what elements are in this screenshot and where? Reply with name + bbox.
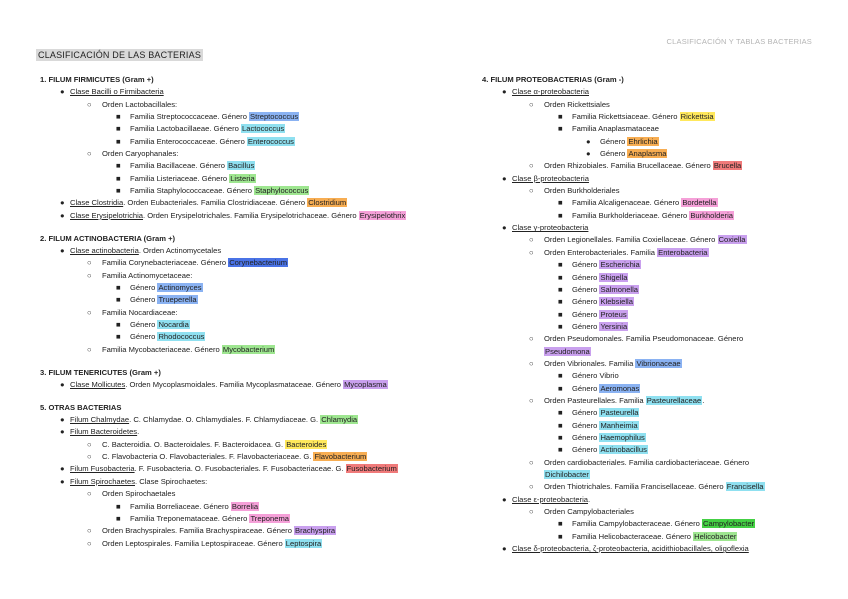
outline-item — [40, 513, 470, 525]
item-text: Género — [572, 321, 600, 331]
genus-highlight: Anaplasma — [628, 149, 667, 159]
item-text: Orden Enterobacteriales. Familia — [544, 247, 658, 257]
genus-highlight: Trueperella — [158, 295, 197, 305]
genus-highlight: Listeria — [230, 173, 255, 183]
outline-item — [40, 245, 470, 257]
item-text: Familia Bacillaceae. Género — [130, 161, 228, 171]
item-text: Género — [130, 283, 158, 292]
outline-item — [482, 185, 828, 197]
item-text: 2. FILUM ACTINOBACTERIA (Gram +) — [40, 233, 176, 243]
genus-highlight: Enterobacteria — [658, 247, 708, 257]
bullet-icon: ○ — [529, 395, 534, 405]
outline-item — [482, 222, 828, 234]
genus-highlight: Borrelia — [231, 501, 259, 511]
outline-item — [482, 370, 828, 382]
item-text: Familia Rickettsiaceae. Género — [572, 112, 680, 122]
outline-item — [40, 99, 470, 111]
item-text: Género — [130, 295, 158, 305]
outline-item — [40, 257, 470, 269]
item-text: 4. FILUM PROTEOBACTERIAS (Gram -) — [482, 75, 624, 84]
class-name: Clase α-proteobacteria — [512, 87, 589, 97]
section-heading — [40, 367, 470, 379]
genus-highlight: Pseudomona — [545, 346, 590, 356]
item-text: Género — [572, 309, 600, 319]
bullet-icon: ■ — [116, 124, 121, 134]
bullet-icon: ○ — [87, 439, 92, 449]
genus-highlight: Ehrlichia — [628, 136, 658, 146]
item-text: . — [137, 427, 140, 437]
outline-item — [482, 407, 828, 419]
outline-item — [40, 463, 470, 475]
bullet-icon: ○ — [529, 99, 534, 109]
item-text: Género — [572, 432, 600, 442]
genus-highlight: Flavobacterium — [314, 452, 367, 462]
genus-highlight: Treponema — [250, 513, 290, 523]
item-text: Orden Burkholderiales — [544, 186, 620, 196]
bullet-icon: ■ — [558, 519, 563, 529]
item-text: Orden Leptospirales. Familia Leptospiraceae. Género — [102, 538, 285, 548]
bullet-icon: ○ — [87, 538, 92, 548]
outline-item — [482, 395, 828, 407]
class-name: Clase ε-proteobacteria — [512, 494, 588, 504]
section-spacer — [40, 222, 470, 233]
outline-item — [482, 506, 828, 518]
outline-item — [40, 344, 470, 356]
outline-item — [482, 247, 828, 259]
item-text: Familia Burkholderiaceae. Género — [572, 210, 690, 220]
item-text: Orden Brachyspirales. Familia Brachyspiraceae. Género — [102, 526, 295, 536]
outline-item — [40, 426, 470, 438]
outline-item — [40, 307, 470, 319]
genus-highlight: Burkholderia — [690, 210, 733, 220]
item-text: Género — [130, 320, 158, 330]
outline-item — [482, 481, 828, 493]
item-text: Familia Helicobacteraceae. Género — [572, 531, 694, 541]
bullet-icon: ● — [502, 223, 507, 233]
item-text: Género Vibrio — [572, 371, 619, 381]
item-text: Género — [600, 149, 628, 159]
bullet-icon: ■ — [558, 284, 563, 294]
class-name: Clase actinobacteria — [70, 245, 139, 255]
genus-highlight: Aeromonas — [600, 383, 640, 393]
outline-item — [40, 123, 470, 135]
bullet-icon: ■ — [116, 320, 121, 330]
bullet-icon: ○ — [529, 358, 534, 368]
item-text: Familia Staphylococcaceae. Género — [130, 186, 255, 196]
outline-item — [482, 531, 828, 543]
genus-highlight: Streptococcus — [250, 112, 299, 122]
item-text: Orden Thiotrichales. Familia Francisellaceae. Género — [544, 482, 726, 492]
bullet-icon: ■ — [558, 321, 563, 331]
outline-item — [482, 346, 828, 358]
genus-highlight: Shigella — [600, 272, 628, 282]
bullet-icon: ○ — [529, 457, 534, 467]
bullet-icon: ■ — [558, 260, 563, 270]
outline-item — [482, 358, 828, 370]
bullet-icon: ● — [60, 415, 65, 425]
genus-highlight: Actinobacillus — [600, 445, 647, 455]
item-text: Familia Streptococcaceae. Género — [130, 112, 250, 122]
item-text: Familia Treponemataceae. Género — [130, 513, 250, 523]
bullet-icon: ● — [60, 427, 65, 437]
outline-item — [482, 296, 828, 308]
item-text: . Orden Mycoplasmoidales. Familia Mycoplasmataceae. Género — [125, 379, 344, 389]
bullet-icon: ● — [60, 379, 65, 389]
bullet-icon: ■ — [558, 408, 563, 418]
item-text: Orden Rickettsiales — [544, 99, 610, 109]
genus-highlight: Proteus — [600, 309, 627, 319]
outline-item — [40, 525, 470, 537]
genus-highlight: Helicobacter — [694, 531, 737, 541]
bullet-icon: ■ — [116, 501, 121, 511]
genus-highlight: Pasteurella — [600, 408, 639, 418]
item-text: 3. FILUM TENERICUTES (Gram +) — [40, 367, 161, 377]
bullet-icon: ■ — [558, 420, 563, 430]
genus-highlight: Bacteroides — [286, 439, 327, 449]
bullet-icon: ■ — [116, 173, 121, 183]
bullet-icon: ■ — [558, 432, 563, 442]
outline-item — [40, 331, 470, 343]
outline-item — [482, 383, 828, 395]
bullet-icon: ● — [502, 87, 507, 97]
outline-item — [482, 234, 828, 246]
bullet-icon: ● — [60, 245, 65, 255]
item-text: . C. Chlamydae. O. Chlamydiales. F. Chlamydiaceae. G. — [129, 415, 321, 425]
class-name: Filum Fusobacteria — [70, 464, 135, 474]
outline-item — [40, 185, 470, 197]
item-text: Familia Actinomycetaceae: — [102, 270, 193, 280]
bullet-icon: ● — [60, 87, 65, 97]
bullet-icon: ■ — [116, 295, 121, 305]
item-text: Familia Mycobacteriaceae. Género — [102, 344, 222, 354]
outline-item — [482, 420, 828, 432]
outline-item — [482, 272, 828, 284]
outline-item — [40, 439, 470, 451]
bullet-icon: ■ — [558, 272, 563, 282]
bullet-icon: ○ — [529, 161, 534, 171]
genus-highlight: Fusobacterium — [346, 464, 397, 474]
genus-highlight: Klebsiella — [600, 297, 633, 307]
genus-highlight: Leptospira — [285, 538, 322, 548]
section-heading — [40, 402, 470, 414]
item-text: C. Bacteroidia. O. Bacteroidales. F. Bacteroidacea. G. — [102, 439, 286, 449]
outline-item — [482, 321, 828, 333]
outline-item — [40, 86, 470, 98]
item-text: C. Flavobacteria O. Flavobacteriales. F. Flavobacteriaceae. G. — [102, 452, 314, 462]
genus-highlight: Salmonella — [600, 284, 639, 294]
outline-item — [482, 173, 828, 185]
outline-item — [40, 451, 470, 463]
bullet-icon: ● — [586, 149, 591, 159]
bullet-icon: ○ — [87, 270, 92, 280]
bullet-icon: ■ — [116, 136, 121, 146]
outline-item — [482, 494, 828, 506]
genus-highlight: Bordetella — [682, 198, 717, 208]
bullet-icon: ■ — [558, 445, 563, 455]
bullet-icon: ● — [586, 136, 591, 146]
item-text: Género — [600, 136, 628, 146]
bullet-icon: ■ — [558, 210, 563, 220]
genus-highlight: Francisella — [726, 482, 764, 492]
item-text: Género — [572, 297, 600, 307]
bullet-icon: ■ — [116, 513, 121, 523]
item-text: Familia Campylobacteraceae. Género — [572, 519, 702, 529]
outline-item — [482, 309, 828, 321]
bullet-icon: ■ — [558, 297, 563, 307]
item-text: . — [702, 395, 705, 405]
outline-item — [482, 469, 828, 481]
item-text: Género — [572, 260, 600, 270]
outline-item — [482, 99, 828, 111]
section-heading — [482, 74, 828, 86]
left-column — [40, 74, 470, 550]
item-text: 5. OTRAS BACTERIAS — [40, 402, 122, 412]
bullet-icon: ○ — [87, 489, 92, 499]
outline-item — [482, 148, 828, 160]
class-name: Clase Erysipelotrichia — [70, 210, 144, 220]
genus-highlight: Campylobacter — [703, 519, 755, 529]
outline-item — [482, 160, 828, 172]
item-text: . Orden Erysipelotrichales. Familia Erysipelotrichaceae. Género — [143, 210, 359, 220]
outline-item — [40, 111, 470, 123]
outline-item — [482, 284, 828, 296]
item-text: Familia Listeriaceae. Género — [130, 173, 230, 183]
item-text: Orden Campylobacteriales — [544, 507, 634, 517]
bullet-icon: ■ — [558, 531, 563, 541]
item-text: Género — [572, 284, 600, 294]
outline-item — [482, 259, 828, 271]
item-text: . — [588, 494, 591, 504]
outline-item — [482, 197, 828, 209]
outline-item — [482, 86, 828, 98]
outline-item — [482, 210, 828, 222]
item-text: Familia Corynebacteriaceae. Género — [102, 258, 229, 268]
genus-highlight: Yersinia — [600, 321, 628, 331]
item-text: . Clase Spirochaetes: — [135, 476, 208, 486]
item-text: Orden Pseudomonales. Familia Pseudomonaceae. Género — [544, 334, 744, 344]
bullet-icon: ○ — [529, 334, 534, 344]
outline-item — [40, 210, 470, 222]
outline-item — [40, 476, 470, 488]
bullet-icon: ● — [502, 544, 507, 554]
bullet-icon: ○ — [529, 186, 534, 196]
genus-highlight: Staphylococcus — [255, 186, 309, 196]
bullet-icon: ■ — [558, 371, 563, 381]
section-heading — [40, 233, 470, 245]
outline-item — [40, 294, 470, 306]
genus-highlight: Mycobacterium — [222, 344, 275, 354]
genus-highlight: Vibrionaceae — [636, 358, 681, 368]
genus-highlight: Escherichia — [600, 260, 640, 270]
bullet-icon: ○ — [529, 247, 534, 257]
bullet-icon: ■ — [558, 198, 563, 208]
class-name: Clase β-proteobacteria — [512, 173, 589, 183]
genus-highlight: Manheimia — [600, 420, 638, 430]
bullet-icon: ■ — [116, 112, 121, 122]
outline-item — [482, 333, 828, 345]
item-text: Familia Nocardiaceae: — [102, 307, 178, 317]
item-text: Género — [572, 383, 600, 393]
genus-highlight: Haemophilus — [600, 432, 645, 442]
outline-item — [40, 538, 470, 550]
outline-item — [482, 136, 828, 148]
class-name: Clase Clostridia — [70, 198, 124, 208]
section-spacer — [40, 391, 470, 402]
outline-item — [482, 123, 828, 135]
genus-highlight: Brachyspira — [295, 526, 336, 536]
genus-highlight: Coxiella — [718, 235, 746, 245]
bullet-icon: ● — [60, 464, 65, 474]
outline-item — [482, 444, 828, 456]
genus-highlight: Mycoplasma — [344, 379, 387, 389]
class-name: Filum Chalmydae — [70, 415, 130, 425]
class-name: Clase Mollicutes — [70, 379, 126, 389]
genus-highlight: Rhodococcus — [158, 332, 205, 342]
genus-highlight: Clostridium — [308, 198, 347, 208]
bullet-icon: ○ — [529, 482, 534, 492]
genus-highlight: Actinomyces — [158, 283, 202, 292]
bullet-icon: ■ — [558, 309, 563, 319]
item-text: Género — [572, 272, 600, 282]
genus-highlight: Bacillus — [228, 161, 255, 171]
item-text: Orden Lactobacillales: — [102, 99, 178, 109]
bullet-icon: ○ — [87, 149, 92, 159]
item-text: Orden Rhizobiales. Familia Brucellaceae. Género — [544, 161, 713, 171]
bullet-icon: ■ — [116, 332, 121, 342]
document-title: CLASIFICACIÓN DE LAS BACTERIAS — [38, 50, 202, 60]
bullet-icon: ○ — [87, 258, 92, 268]
class-name: Clase δ-proteobacteria, ζ-proteobacteria, acidithiobacillales, oligoflexia — [512, 544, 749, 554]
item-text: Orden Legionellales. Familia Coxiellaceae. Género — [544, 235, 718, 245]
bullet-icon: ■ — [116, 161, 121, 171]
item-text: . Orden Actinomycetales — [138, 245, 222, 255]
bullet-icon: ■ — [116, 283, 121, 292]
item-text: Familia Borreliaceae. Género — [130, 501, 231, 511]
outline-item — [40, 160, 470, 172]
outline-item — [40, 488, 470, 500]
item-text: . F. Fusobacteria. O. Fusobacteriales. F. Fusobacteriaceae. G. — [134, 464, 346, 474]
item-text: Familia Alcaligenaceae. Género — [572, 198, 682, 208]
item-text: 1. FILUM FIRMICUTES (Gram +) — [40, 75, 154, 84]
item-text: Orden cardiobacteriales. Familia cardiobacteriaceae. Género — [544, 457, 750, 467]
genus-highlight: Corynebacterium — [229, 258, 288, 268]
section-spacer — [40, 356, 470, 367]
item-text: Género — [572, 408, 600, 418]
genus-highlight: Pasteurellaceae — [646, 395, 702, 405]
outline-item — [40, 136, 470, 148]
genus-highlight: Dichilobacter — [545, 470, 589, 479]
bullet-icon: ○ — [87, 99, 92, 109]
item-text: Orden Spirochaetales — [102, 489, 176, 499]
bullet-icon: ● — [60, 198, 65, 208]
bullet-icon: ○ — [87, 526, 92, 536]
item-text: Orden Caryophanales: — [102, 149, 179, 159]
outline-item — [40, 379, 470, 391]
genus-highlight: Enterococcus — [247, 136, 294, 146]
outline-item — [40, 414, 470, 426]
item-text: . Orden Eubacteriales. Familia Clostridiaceae. Género — [123, 198, 308, 208]
class-name: Filum Bacteroidetes — [70, 427, 138, 437]
bullet-icon: ○ — [87, 307, 92, 317]
bullet-icon: ○ — [529, 507, 534, 517]
genus-highlight: Nocardia — [158, 320, 189, 330]
outline-item — [482, 543, 828, 555]
class-name: Clase γ-proteobacteria — [512, 223, 589, 233]
outline-item — [40, 173, 470, 185]
bullet-icon: ■ — [558, 112, 563, 122]
bullet-icon: ○ — [529, 235, 534, 245]
outline-item — [482, 111, 828, 123]
item-text: Familia Anaplasmataceae — [572, 124, 659, 134]
class-name: Clase Bacilli o Firmibacteria — [70, 87, 164, 97]
outline-item — [40, 197, 470, 209]
genus-highlight: Erysipelothrix — [359, 210, 406, 220]
bullet-icon: ■ — [116, 186, 121, 196]
item-text: Orden Pasteurellales. Familia — [544, 395, 646, 405]
item-text: Género — [130, 332, 158, 342]
bullet-icon: ● — [60, 210, 65, 220]
genus-highlight: Chlamydia — [321, 415, 358, 425]
outline-item — [40, 270, 470, 282]
outline-item — [482, 432, 828, 444]
section-heading — [40, 74, 470, 86]
item-text: Género — [572, 445, 600, 455]
running-header: CLASIFICACIÓN Y TABLAS BACTERIAS — [666, 37, 812, 46]
bullet-icon: ● — [502, 494, 507, 504]
right-column — [482, 74, 828, 555]
item-text: Género — [572, 420, 600, 430]
item-text: Familia Enterococcaceae. Género — [130, 136, 247, 146]
outline-item — [482, 457, 828, 469]
outline-item — [40, 282, 470, 294]
genus-highlight: Lactococcus — [242, 124, 285, 134]
genus-highlight: Brucella — [713, 161, 742, 171]
bullet-icon: ○ — [87, 344, 92, 354]
outline-item — [40, 319, 470, 331]
bullet-icon: ● — [60, 476, 65, 486]
item-text: Orden Vibrionales. Familia — [544, 358, 636, 368]
bullet-icon: ○ — [87, 452, 92, 462]
item-text: Familia Lactobacillaeae. Género — [130, 124, 242, 134]
outline-item — [40, 501, 470, 513]
bullet-icon: ■ — [558, 383, 563, 393]
genus-highlight: Rickettsia — [680, 112, 714, 122]
bullet-icon: ■ — [558, 124, 563, 134]
outline-item — [40, 148, 470, 160]
class-name: Filum Spirochaetes — [70, 476, 135, 486]
bullet-icon: ● — [502, 173, 507, 183]
outline-item — [482, 518, 828, 530]
